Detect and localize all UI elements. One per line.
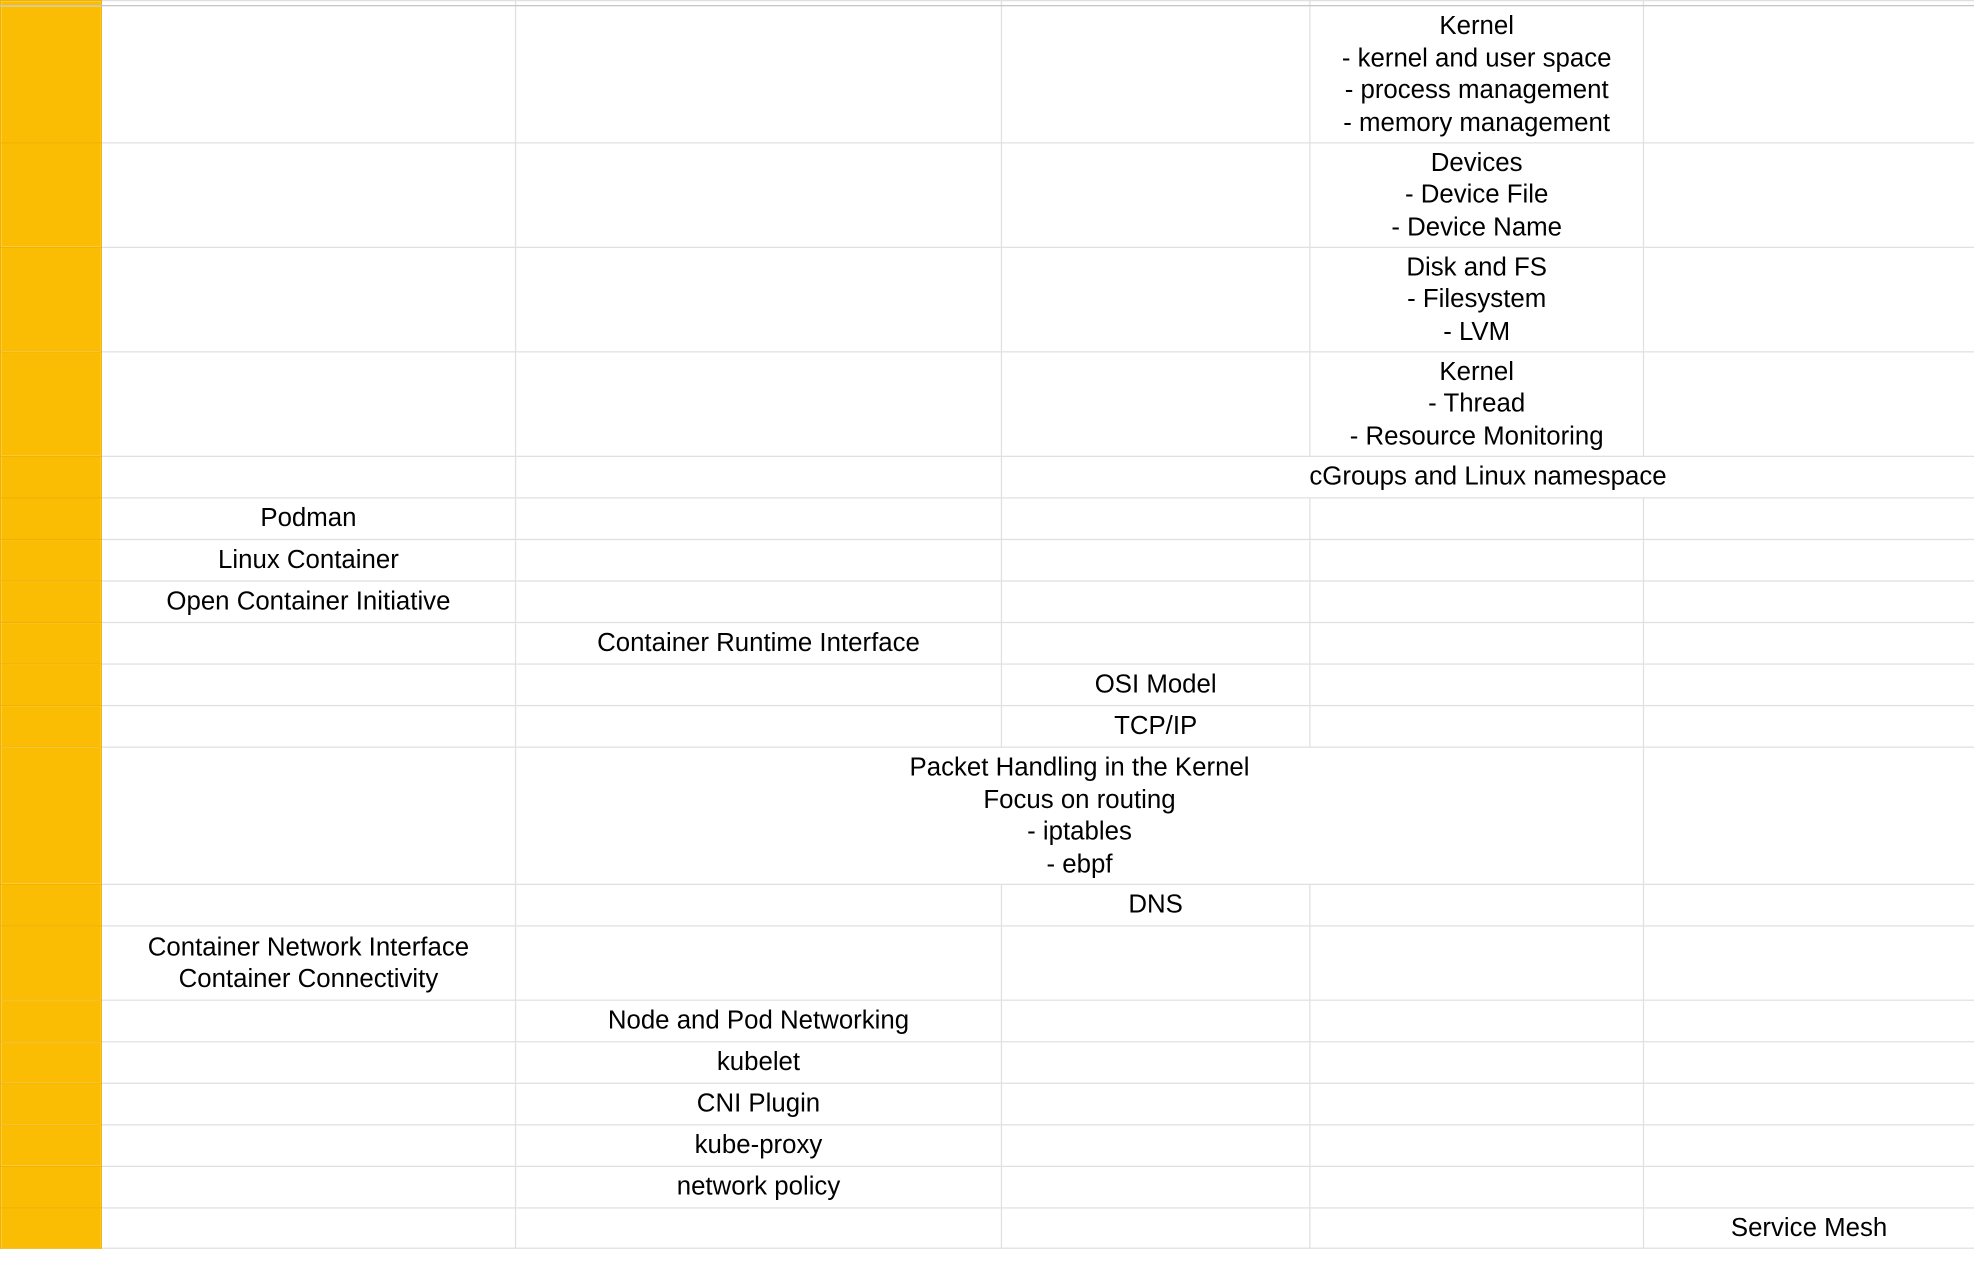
- cell[interactable]: [1001, 623, 1309, 665]
- row-marker-cell[interactable]: [1, 884, 102, 926]
- sheet-row: [1, 456, 1974, 498]
- cell[interactable]: [1001, 143, 1309, 247]
- cell[interactable]: [1310, 664, 1644, 706]
- cell[interactable]: [516, 581, 1002, 623]
- row-marker-cell[interactable]: [1, 6, 102, 143]
- cell[interactable]: [1310, 498, 1644, 540]
- cell-cni-plugin[interactable]: [516, 1083, 1002, 1125]
- row-marker-cell[interactable]: [1, 926, 102, 1000]
- sheet-row: [1, 581, 1974, 623]
- cell[interactable]: [1001, 247, 1309, 351]
- cell-text: network policy: [676, 1172, 841, 1202]
- cell[interactable]: [1001, 1166, 1309, 1208]
- cell-kubelet[interactable]: [516, 1042, 1002, 1084]
- sheet-row: [1, 926, 1974, 1000]
- cell-text: Kernel - Thread - Resource Monitoring: [1349, 357, 1604, 451]
- cell-text: TCP/IP: [1114, 711, 1198, 741]
- cell-tcpip[interactable]: [1001, 706, 1309, 748]
- cell-text: Container Network Interface Container Connectivity: [147, 932, 470, 994]
- cell[interactable]: [1001, 6, 1309, 143]
- sheet-row: [1, 1208, 1974, 1248]
- cell-node-pod[interactable]: [516, 1000, 1002, 1042]
- cell[interactable]: [101, 1000, 515, 1042]
- cell[interactable]: [1643, 247, 1974, 351]
- cell[interactable]: [1310, 1083, 1644, 1125]
- cell[interactable]: [1643, 623, 1974, 665]
- row-marker-cell[interactable]: [1, 1083, 102, 1125]
- cell[interactable]: [101, 247, 515, 351]
- cell[interactable]: [1643, 539, 1974, 581]
- sheet-row: [1, 1125, 1974, 1167]
- cell-cni[interactable]: [101, 926, 515, 1000]
- cell-kernel-thread[interactable]: [1310, 352, 1644, 456]
- row-marker-cell[interactable]: [1, 664, 102, 706]
- sheet-row: [1, 352, 1974, 456]
- sheet-row: [1, 1042, 1974, 1084]
- cell[interactable]: [1643, 1083, 1974, 1125]
- sheet-row: [1, 6, 1974, 143]
- cell[interactable]: [1310, 1208, 1644, 1248]
- cell[interactable]: [1643, 664, 1974, 706]
- cell[interactable]: [516, 884, 1002, 926]
- cell-osi[interactable]: [1001, 664, 1309, 706]
- cell[interactable]: [1001, 1208, 1309, 1248]
- cell-podman[interactable]: [101, 498, 515, 540]
- cell[interactable]: [1643, 1166, 1974, 1208]
- cell-text: Devices - Device File - Device Name: [1391, 148, 1563, 242]
- sheet-row: [1, 247, 1974, 351]
- cell[interactable]: [1310, 1042, 1644, 1084]
- cell[interactable]: [516, 143, 1002, 247]
- cell[interactable]: [101, 1208, 515, 1248]
- sheet-row: [1, 884, 1974, 926]
- sheet-row: [1, 1000, 1974, 1042]
- cell[interactable]: [1643, 884, 1974, 926]
- sheet-row: [1, 1166, 1974, 1208]
- cell[interactable]: [101, 6, 515, 143]
- cell[interactable]: [1001, 352, 1309, 456]
- cell[interactable]: [1001, 1125, 1309, 1167]
- cell[interactable]: [101, 884, 515, 926]
- cell[interactable]: [1001, 926, 1309, 1000]
- row-marker-cell[interactable]: [1, 352, 102, 456]
- cell-service-mesh[interactable]: [1643, 1208, 1974, 1248]
- row-marker-cell[interactable]: [1, 1042, 102, 1084]
- sheet-row: [1, 539, 1974, 581]
- cell[interactable]: [1310, 623, 1644, 665]
- cell[interactable]: [101, 623, 515, 665]
- cell-text: DNS: [1128, 890, 1183, 920]
- cell-packet-handling[interactable]: [516, 747, 1644, 884]
- row-marker-cell[interactable]: [1, 498, 102, 540]
- cell[interactable]: [1643, 1000, 1974, 1042]
- cell-text: Kernel - kernel and user space - process management - memory management: [1341, 11, 1612, 137]
- cell[interactable]: [1001, 581, 1309, 623]
- cell[interactable]: [1310, 884, 1644, 926]
- cell-network-policy[interactable]: [516, 1166, 1002, 1208]
- cell[interactable]: [516, 498, 1002, 540]
- cell[interactable]: [101, 706, 515, 748]
- cell[interactable]: [1643, 6, 1974, 143]
- cell-text: CNI Plugin: [696, 1089, 821, 1119]
- cell[interactable]: [1643, 706, 1974, 748]
- cell[interactable]: [1001, 1042, 1309, 1084]
- row-marker-cell[interactable]: [1, 581, 102, 623]
- cell[interactable]: [1643, 926, 1974, 1000]
- row-marker-cell[interactable]: [1, 247, 102, 351]
- cell[interactable]: [1310, 1000, 1644, 1042]
- cell[interactable]: [1310, 1125, 1644, 1167]
- cell[interactable]: [516, 926, 1002, 1000]
- cell[interactable]: [516, 352, 1002, 456]
- cell-disk-fs[interactable]: [1310, 247, 1644, 351]
- cell[interactable]: [1001, 1000, 1309, 1042]
- cell[interactable]: [1643, 143, 1974, 247]
- cell[interactable]: [516, 1208, 1002, 1248]
- cell-text: kubelet: [716, 1047, 801, 1077]
- row-marker-cell[interactable]: [1, 456, 102, 498]
- cell-kube-proxy[interactable]: [516, 1125, 1002, 1167]
- sheet-row: [1, 498, 1974, 540]
- cell[interactable]: [516, 664, 1002, 706]
- cell[interactable]: [516, 247, 1002, 351]
- cell[interactable]: [1001, 498, 1309, 540]
- cell-devices[interactable]: [1310, 143, 1644, 247]
- cell[interactable]: [1643, 498, 1974, 540]
- cell[interactable]: [101, 747, 515, 884]
- cell-kernel-basics[interactable]: [1310, 6, 1644, 143]
- cell-text: Node and Pod Networking: [607, 1006, 910, 1036]
- row-marker-cell[interactable]: [1, 747, 102, 884]
- row-marker-cell[interactable]: [1, 623, 102, 665]
- row-marker-cell[interactable]: [1, 1125, 102, 1167]
- cell[interactable]: [1643, 581, 1974, 623]
- row-marker-cell[interactable]: [1, 143, 102, 247]
- cell-text: cGroups and Linux namespace: [1309, 462, 1667, 492]
- cell[interactable]: [1001, 539, 1309, 581]
- cell[interactable]: [516, 6, 1002, 143]
- cell[interactable]: [1643, 747, 1974, 884]
- cell[interactable]: [101, 664, 515, 706]
- cell[interactable]: [1643, 352, 1974, 456]
- sheet-row: [1, 1083, 1974, 1125]
- sheet-row: [1, 664, 1974, 706]
- cell-dns[interactable]: [1001, 884, 1309, 926]
- sheet-row: [1, 623, 1974, 665]
- cell[interactable]: [1643, 1042, 1974, 1084]
- cell[interactable]: [101, 1042, 515, 1084]
- cell[interactable]: [1310, 539, 1644, 581]
- cell-text: OSI Model: [1094, 670, 1217, 700]
- cell-oci[interactable]: [101, 581, 515, 623]
- cell[interactable]: [1310, 926, 1644, 1000]
- cell[interactable]: [1310, 1166, 1644, 1208]
- cell[interactable]: [1001, 1083, 1309, 1125]
- cell-text: Packet Handling in the Kernel Focus on routing - iptables - ebpf: [909, 752, 1250, 879]
- cell-cri[interactable]: [516, 623, 1002, 665]
- cell[interactable]: [516, 706, 1002, 748]
- row-marker-cell[interactable]: [1, 706, 102, 748]
- cell[interactable]: [1310, 581, 1644, 623]
- cell[interactable]: [101, 352, 515, 456]
- cell[interactable]: [101, 1083, 515, 1125]
- cell-text: Container Runtime Interface: [597, 628, 920, 658]
- cell[interactable]: [516, 539, 1002, 581]
- cell[interactable]: [101, 1125, 515, 1167]
- row-marker-cell[interactable]: [1, 1208, 102, 1248]
- cell[interactable]: [1643, 1125, 1974, 1167]
- cell-text: Open Container Initiative: [166, 586, 451, 616]
- cell[interactable]: [516, 456, 1002, 498]
- cell-text: Service Mesh: [1730, 1213, 1888, 1243]
- cell-text: Linux Container: [218, 545, 399, 575]
- cell[interactable]: [101, 1166, 515, 1208]
- row-marker-cell[interactable]: [1, 1000, 102, 1042]
- cell-text: Podman: [260, 503, 357, 533]
- sheet-row: [1, 706, 1974, 748]
- cell-text: kube-proxy: [694, 1130, 823, 1160]
- row-marker-cell[interactable]: [1, 539, 102, 581]
- row-marker-cell[interactable]: [1, 1166, 102, 1208]
- cell[interactable]: [1310, 706, 1644, 748]
- cell-cgroups[interactable]: [1001, 456, 1974, 498]
- cell-linux-container[interactable]: [101, 539, 515, 581]
- sheet-row: [1, 143, 1974, 247]
- cell[interactable]: [101, 456, 515, 498]
- sheet-row: [1, 747, 1974, 884]
- cell[interactable]: [101, 143, 515, 247]
- cell-text: Disk and FS - Filesystem - LVM: [1406, 252, 1547, 346]
